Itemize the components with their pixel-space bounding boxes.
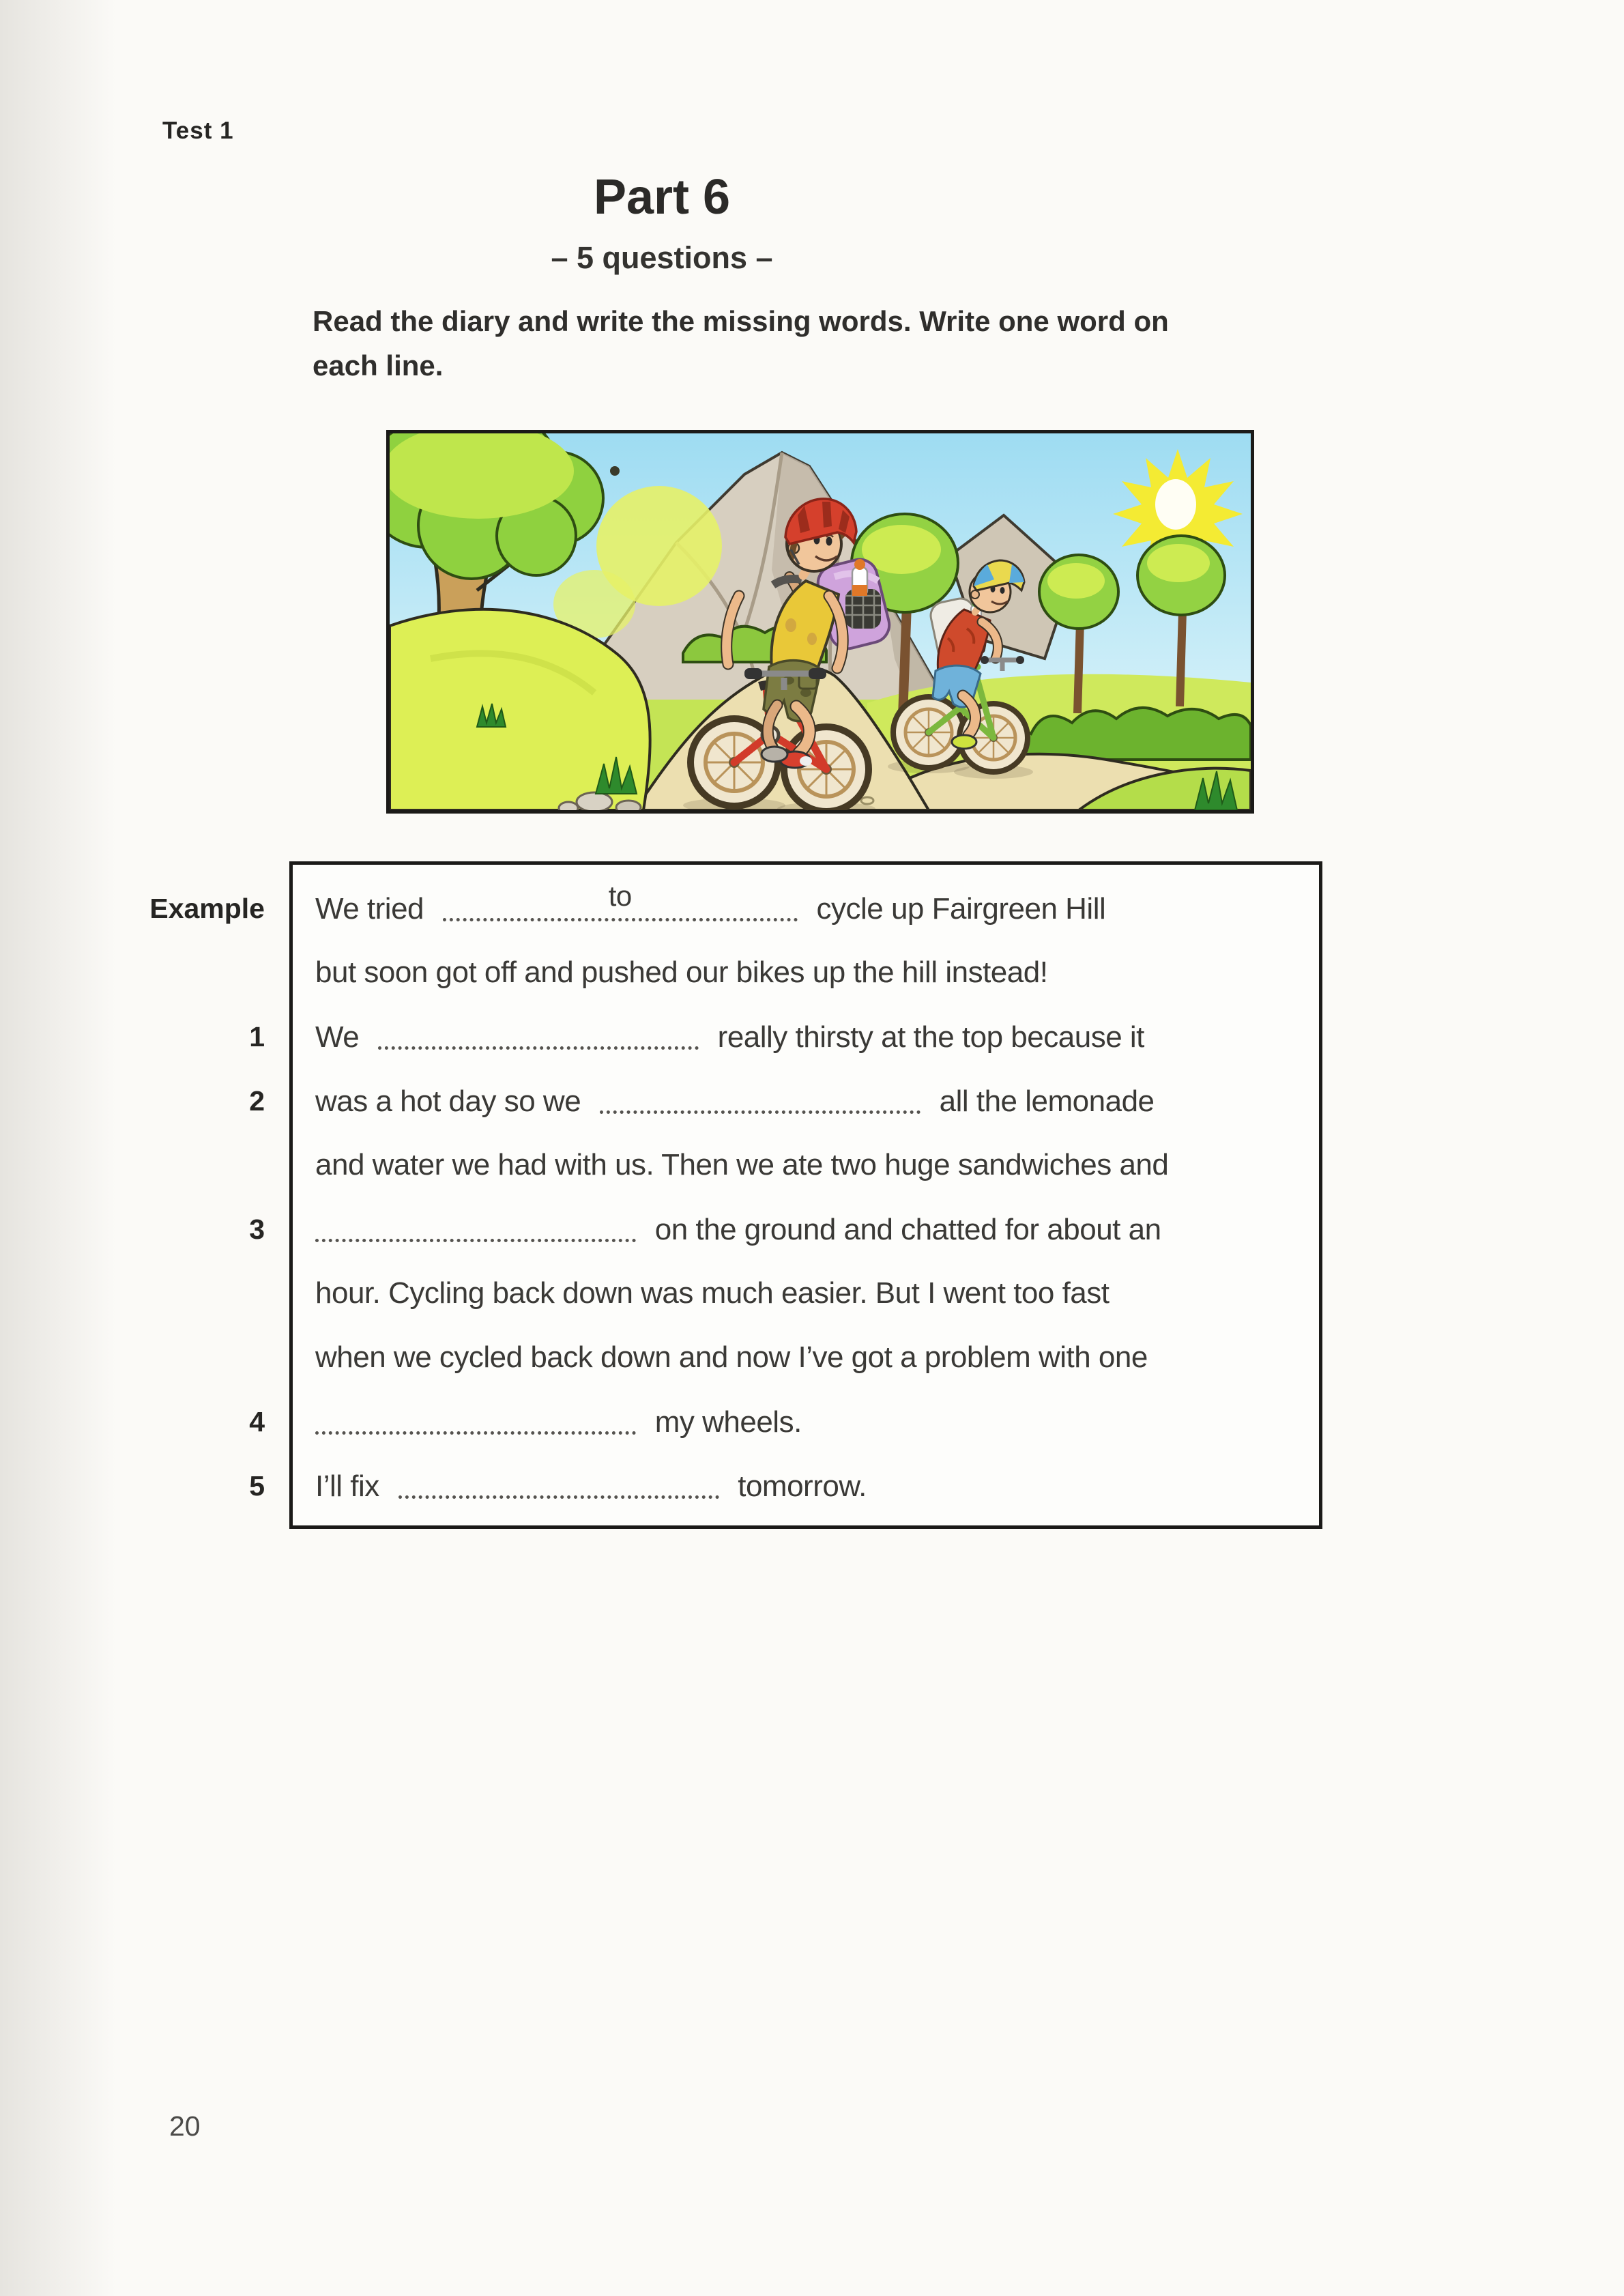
passage-row xyxy=(0,1005,1322,1069)
answer-blank xyxy=(443,880,798,921)
passage-row xyxy=(0,1325,1322,1390)
passage-line xyxy=(289,1211,1322,1247)
row-text-pre: when we cycled back down and now I’ve got a problem with one xyxy=(315,1340,1148,1374)
passage-row xyxy=(0,1454,1322,1518)
answer-blank xyxy=(378,1019,699,1050)
row-text-pre: was a hot day so we xyxy=(315,1085,589,1118)
row-text-post: cycle up Fairgreen Hill xyxy=(808,892,1106,925)
instruction-line-1: Read the diary and write the missing words. Write one word on xyxy=(313,305,1169,337)
item-number-label: 1 xyxy=(249,1020,265,1052)
row-text-post: really thirsty at the top because it xyxy=(709,1020,1144,1054)
row-text-pre: We tried xyxy=(315,892,432,925)
passage-line xyxy=(289,1404,1322,1439)
item-number-label: 2 xyxy=(249,1085,265,1117)
passage-line xyxy=(289,1468,1322,1504)
row-text-pre: hour. Cycling back down was much easier. But I went too fast xyxy=(315,1276,1110,1310)
passage-line xyxy=(289,1083,1322,1119)
passage-line xyxy=(289,1019,1322,1054)
answer-blank xyxy=(600,1083,920,1114)
row-text-post: all the lemonade xyxy=(931,1085,1155,1118)
part-subtitle: – 5 questions – xyxy=(551,240,773,275)
passage-row xyxy=(0,1261,1322,1325)
passage-row xyxy=(0,876,1322,941)
example-answer: to xyxy=(608,880,632,912)
passage-rows xyxy=(0,861,1322,1518)
passage-line xyxy=(289,956,1322,990)
answer-blank xyxy=(315,1404,636,1435)
row-text-pre: We xyxy=(315,1020,367,1054)
passage-row xyxy=(0,1133,1322,1197)
passage-row xyxy=(0,941,1322,1005)
cycling-scene xyxy=(390,433,1251,810)
part-title: Part 6 xyxy=(593,170,731,225)
passage-line xyxy=(289,880,1322,926)
row-text-pre: and water we had with us. Then we ate two huge sandwiches and xyxy=(315,1148,1169,1181)
task-instructions xyxy=(313,299,1336,388)
test-header-label: Test 1 xyxy=(162,117,234,144)
passage-line xyxy=(289,1276,1322,1310)
answer-blank xyxy=(398,1468,719,1499)
item-number-label: 5 xyxy=(249,1469,265,1502)
passage-line xyxy=(289,1148,1322,1182)
passage-row xyxy=(0,1197,1322,1261)
story-illustration xyxy=(386,430,1254,814)
row-text-post: on the ground and chatted for about an xyxy=(647,1213,1161,1246)
row-text-post: tomorrow. xyxy=(729,1469,867,1503)
instruction-line-2: each line. xyxy=(313,349,444,382)
page-number: 20 xyxy=(169,2110,201,2142)
passage-row xyxy=(0,1069,1322,1133)
row-text-pre: but soon got off and pushed our bikes up the hill instead! xyxy=(315,956,1048,989)
passage-line xyxy=(289,1340,1322,1375)
item-number-label: 4 xyxy=(249,1405,265,1437)
passage-row xyxy=(0,1390,1322,1454)
row-text-pre: I’ll fix xyxy=(315,1469,388,1503)
cloze-exercise xyxy=(0,861,1322,1529)
row-text-post: my wheels. xyxy=(647,1405,802,1439)
item-number-label: Example xyxy=(149,892,265,924)
answer-blank xyxy=(315,1211,636,1242)
item-number-label: 3 xyxy=(249,1213,265,1245)
